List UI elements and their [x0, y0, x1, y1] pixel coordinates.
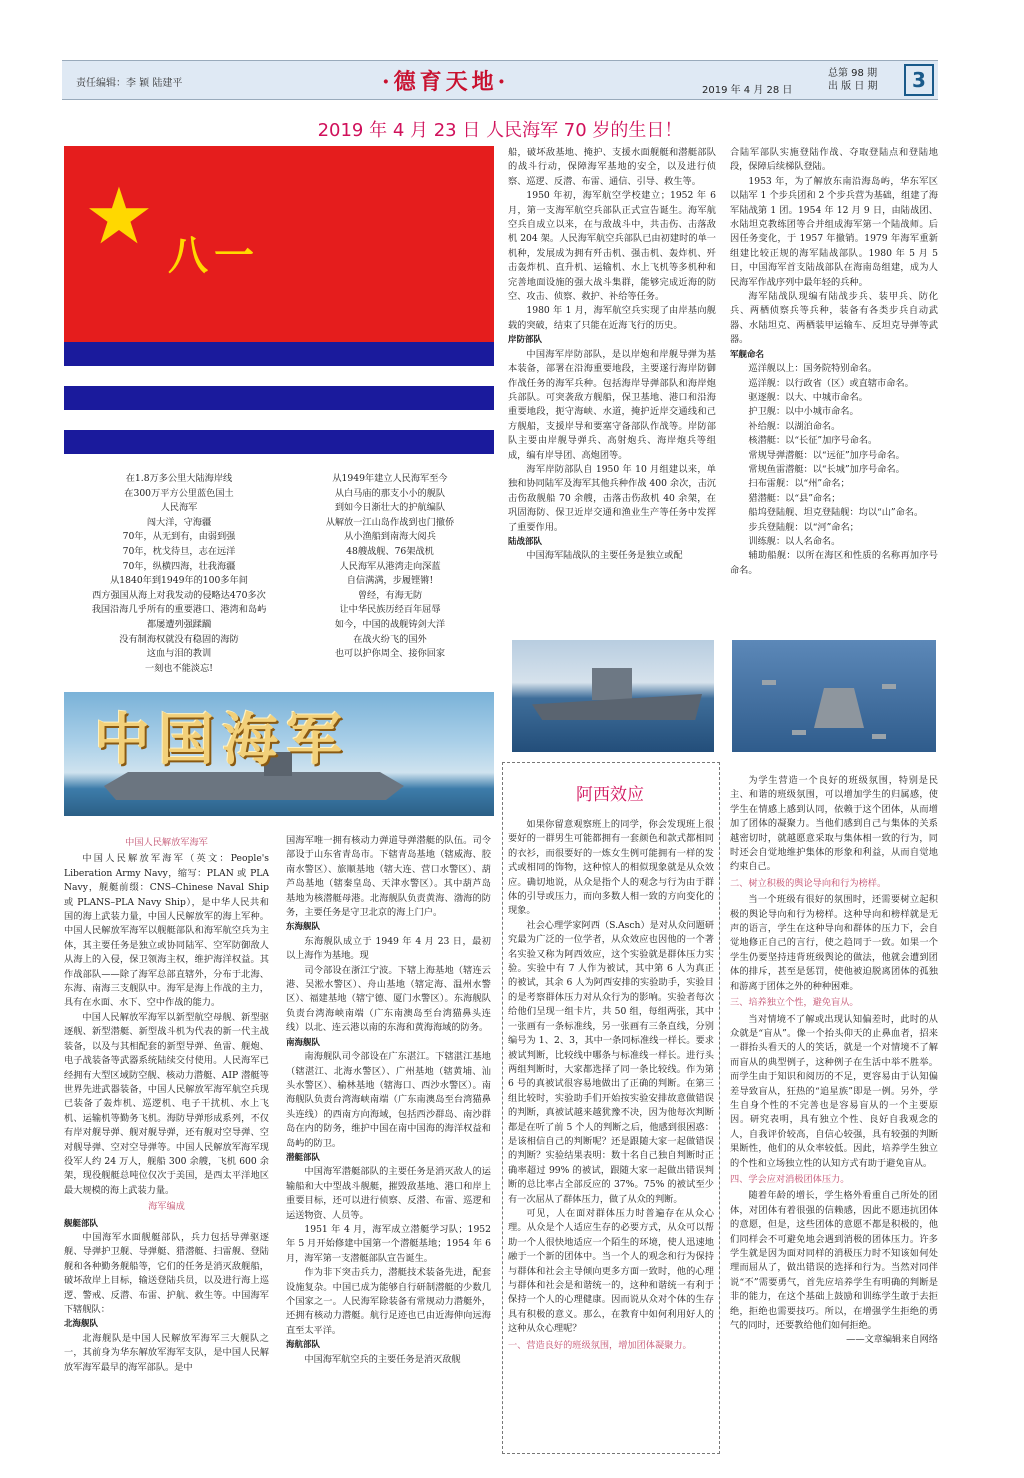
paragraph: 海军陆战队现编有陆战步兵、装甲兵、防化兵、两栖侦察兵等兵种，装备有各类步兵自动武器、水陆坦克、两栖装甲运输车、反坦克导弹等武器。: [730, 291, 938, 346]
poem-line: 70年，纵横四海，壮我海疆: [122, 560, 236, 572]
banner-title: 中国海军: [94, 707, 350, 773]
poem-line: 自信满满，步履铿锵!: [346, 575, 434, 587]
list-item: 训练舰：以人名命名。: [748, 535, 841, 547]
article-title: 阿西效应: [576, 785, 644, 805]
ship-superstructure: [592, 668, 632, 700]
article-column-4: [730, 146, 938, 578]
poem-line: 从小渔船到南海大阅兵: [344, 531, 436, 543]
paragraph: 可见，人在面对群体压力时普遍存在从众心理。从众是个人适应生存的必要方式，从众可以帮助一个人很快地适应一个陌生的环境，使人迅速地融于一个新的团体中。当一个人的观念和行为保持与群体和社会主导倾向更多方面一致时，他的心理与群体和社会是和谐统一的，这种和谐统一有利于保持一个人的心理健康。因而说从众对个体的生存具有积极的意义。那么，在教育中如何利用好人的这种从众心理呢？: [508, 1207, 714, 1335]
paragraph: 如果你留意观察班上的同学，你会发现班上很要好的一群男生可能都拥有一套颜色和款式都相同的衣衫，而很要好的一炼女生例可能拥有一样的发式或相同的饰物，这种惊人的相似现象就是从众效应。确切地说，从众是指个人的观念与行为由于群体的引导或压力，而向多数人相一致的方向变化的现象。: [508, 819, 714, 917]
poem-line: 70年，从无到有，由弱到强: [122, 531, 236, 543]
source-note: ——文章编辑来自网络: [846, 1334, 938, 1346]
page-number: 3: [904, 64, 934, 96]
paragraph: 为学生营造一个良好的班级氛围，特别是民主、和谐的班级氛围，可以增加学生的归属感，使学生在情感上感到认同，依赖于这个团体，从而增加了团体的凝聚力。当他们感到自己与集体的关系越密切时，就越愿意采取与集体相一致的行为，同时还会自觉地维护集体的形象和利益，从而自觉地约束自己。: [730, 775, 938, 873]
navy-banner-image: [64, 692, 494, 816]
article-column-2: [286, 834, 491, 1367]
escort-ship: [762, 680, 776, 685]
poem-line: 没有制海权就没有稳固的海防: [119, 633, 239, 645]
list-item: 步兵登陆舰：以“河”命名；: [748, 521, 859, 533]
paragraph: 当一个班级有很好的氛围时，还需要树立起积极的舆论导向和行为榜样。这种导向和榜样就是无声的语言，学生在这种导向和群体的压力下，会自觉地修正自己的言行，使之趋同于一致。如果一个学生仍要坚持违背班级舆论的做法，他就会遭到团体的排斥，甚至是惩罚，使他被迫脱离团体的孤独和游离于团体之外的种种困难。: [730, 894, 938, 992]
poem-right: [286, 472, 494, 662]
poem-line: 从1949年建立人民海军至今: [332, 473, 448, 484]
poem-line: 从1840年到1949年的100多年间: [110, 575, 248, 587]
poem-line: 都屡遭列强蹂躏: [146, 618, 212, 630]
carrier-shape: [814, 688, 864, 728]
flag-white-stripe: [64, 366, 494, 386]
poem-line: 在战火纷飞的国外: [353, 633, 427, 645]
flag-text: 八一: [168, 232, 260, 279]
poem-line: 我国沿海几乎所有的重要港口、港湾和岛屿: [91, 604, 267, 616]
mini-heading: 陆战部队: [508, 536, 543, 547]
subheading: 海军编成: [148, 1201, 185, 1213]
flag-blue-stripe: [64, 430, 494, 454]
section-title: ·德育天地·: [382, 69, 510, 95]
poem-line: 让中华民族历经百年屈辱: [339, 604, 441, 616]
paragraph: 当对情境不了解或出现认知偏差时，此时的从众就是“盲从”。像一个抬头仰天的止鼻血者，招来一群抬头看天的人的笑话，就是一个对情境不了解而盲从的典型例子，这种例子在生活中举不胜举。而学生由于知识和阅历的不足，更容易由于认知偏差导致盲从，狂热的“追星族”即是一例。另外，学生自身个性的不完善也是容易盲从的一个主要原因。研究表明，具有独立个性、良好自我观念的人，自我评价较高，自信心较强，具有较强的判断果断性，他们的从众率较低。因此，培养学生独立的个性和立场独立性的认知方式有助于避免盲从。: [730, 1013, 938, 1169]
mini-heading: 海航部队: [286, 1340, 321, 1351]
paragraph: 中国人民解放军海军（英文：People's Liberation Army Navy，缩写：PLAN 或 PLA Navy，舰艇前缀：CNS–Chinese Naval Ship 或 PLANS–PLA Navy Ship），是中华人民共和国的海上武装力量，中国人民解放军的海上军种。中国人民解放军海军以舰艇部队和海军航空兵为主体，其主要任务是独立或协同陆军、空军防御敌人从海上的入侵，保卫领海主权，维护海洋权益。其作战部队——除了海军总部直辖外，分布于北海、东海、南海三支舰队中。海军是海上作战的主力，具有在水面、水下、空中作战的能力。: [64, 853, 269, 1009]
paragraph: 中国海军岸防部队，是以岸炮和岸舰导弹为基本装备，部署在沿海重要地段，主要遂行海岸防御作战任务的海军兵种。包括海岸导弹部队和海岸炮兵部队。可突袭敌方舰船，保卫基地、港口和沿海重要地段，扼守海峡、水道，掩护近岸交通线和己方舰船，支援岸导和要塞守备部队作战等。岸防部队主要由岸舰导弹兵、高射炮兵、海岸炮兵等组成，编有岸导团、高炮团等。: [508, 348, 716, 461]
mini-heading: 岸防部队: [508, 335, 543, 346]
list-item: 巡洋舰以上：国务院特别命名。: [748, 363, 878, 375]
naval-ensign-flag: [64, 146, 494, 460]
star-icon: ★: [84, 172, 154, 262]
list-item: 常规导弹潜艇：以“远征”加序号命名。: [748, 449, 905, 461]
carrier-silhouette: [104, 772, 404, 800]
editors: 责任编辑：李 颖 陆建平: [76, 78, 183, 89]
page-header: [62, 60, 938, 100]
issue-number: 总第 98 期: [828, 68, 878, 79]
issue-label: 出 版 日 期: [828, 81, 878, 92]
article-column-6: [730, 774, 938, 1348]
poem-left: [64, 472, 294, 676]
escort-ship: [882, 684, 896, 689]
paragraph: 中国海军陆战队的主要任务是独立或配: [526, 550, 683, 562]
paragraph: 中国海军潜艇部队的主要任务是消灭敌人的运输船和大中型战斗舰艇，摧毁敌基地、港口和岸上重要目标，还可以进行侦察、反潜、布雷、巡逻和运送物资、人员等。: [286, 1166, 491, 1221]
escort-ship: [792, 730, 806, 735]
mini-heading: 南海舰队: [286, 1037, 321, 1048]
article-column-3: [508, 146, 716, 564]
paragraph: 1953 年，为了解放东南沿海岛屿，华东军区以陆军 1 个步兵团和 2 个步兵营为基础，组建了海军陆战第 1 团。1954 年 12 月 9 日，由陆战团、水陆坦克教练团等合并组成海军第一个陆战师。后因任务变化，于 1957 年撤销。1979 年海军重新组建比较正规的海军陆战部队。1980 年 5 月 5 日，中国海军首支陆战部队在海南岛组建，成为人民海军作战序列中最年轻的兵种。: [730, 175, 938, 288]
paragraph: 南海舰队司令部设在广东湛江。下辖湛江基地（辖湛江、北海水警区）、广州基地（辖黄埔、汕头水警区）、榆林基地（辖海口、西沙水警区）。南海舰队负责台湾海峡南端（广东南澳岛至台湾猫鼻头连线）的西南方向海域，包括西沙群岛、南沙群岛在内的防务，维护中国在南中国海的海洋权益和岛屿的防卫。: [286, 1051, 491, 1149]
subheading: 中国人民解放军海军: [125, 837, 208, 848]
list-item: 核潜艇：以“长征”加序号命名。: [748, 435, 878, 447]
poem-line: 一刻也不能淡忘!: [144, 662, 213, 674]
mini-heading: 军舰命名: [730, 349, 765, 360]
poem-line: 48艘战舰、76架战机: [346, 545, 434, 557]
paragraph: 合陆军部队实施登陆作战、夺取登陆点和登陆地段，保障后续梯队登陆。: [730, 147, 938, 173]
flag-blue-stripe: [64, 386, 494, 410]
paragraph: 1950 年初，海军航空学校建立；1952 年 6 月，第一支海军航空兵部队正式宣告诞生。海军航空兵自成立以来，在与敌战斗中，共击伤、击落敌机 204 架。人民海军航空兵部队已由初建时的单一机种，发展成为拥有歼击机、强击机、轰炸机、歼击轰炸机、直升机、运输机、水上飞机等多机种和完善地面设施的强大战斗集群，能够完成近海的防空、攻击、侦察、救护、补给等任务。: [508, 190, 716, 303]
poem-line: 也可以护你周全、接你回家: [334, 648, 446, 660]
paragraph: 作为非下突击兵力，潜艇技术装备先进，配套设施复杂。中国已成为能够自行研制潜艇的少数几个国家之一。人民海军除装备有常规动力潜艇外，还拥有核动力潜艇。航行足迹也已由近海伸向远海直至太平洋。: [286, 1267, 491, 1336]
paragraph: 随着年龄的增长，学生格外看重自己所处的团体，对团体有着很强的信赖感，因此不愿违抗团体的意愿，但是，这些团体的意愿不都是积极的，他们同样会不可避免地会遇到消极的团体压力。许多学生就是因为面对同样的消极压力时不知该如何处理而屈从了，做出错误的选择和行为。当然对同伴说“不”需要勇气，首先应培养学生有明确的判断是非的能力，在这个基础上鼓励和训练学生敢于去拒绝，拒绝也需要技巧。所以，在增强学生拒绝的勇气的同时，还要教给他们如何拒绝。: [730, 1190, 938, 1332]
paragraph: 船，破坏敌基地、掩护、支援水面舰艇和潜艇部队的战斗行动，保障海军基地的安全，以及进行侦察、巡逻、反潜、布雷、通信、引导、救生等。: [508, 147, 716, 187]
paragraph: 1980 年 1 月，海军航空兵实现了由岸基向舰载的突破，结束了只能在近海飞行的历史。: [508, 305, 716, 331]
issue-info: [828, 67, 878, 93]
paragraph: 国海军唯一拥有核动力弹道导弹潜艇的队伍。司令部设于山东省青岛市。下辖青岛基地（辖威海、胶南水警区）、旅顺基地（辖大连、营口水警区）、葫芦岛基地（辖秦皇岛、天津水警区）。其中葫芦岛基地为核潜艇母港。北海舰队负责黄海、渤海的防务，主要任务是守卫北京的海上门户。: [286, 835, 491, 919]
paragraph: 社会心理学家阿西（S.Asch）是对从众问题研究最为广泛的一位学者，从众效应也因他的一个著名实验又称为阿西效应，这个实验就是群体压力实验。实验中有 7 人作为被试，其中第 6 人为真正的被试，其余 6 人为阿西安排的实验助手，实验目的是考察群体压力对从众行为的影响。实验者每次给他们呈现一组卡片，共 50 组，每组两张，其中一张画有一条标准线，另一张画有三条直线，分别编号为 1、2、3，其中一条同标准线一样长。要求被试判断，比较线中哪条与标准线一样长。进行头两组判断时，大家都选择了同一条比较线。作为第 6 号的真被试很容易地做出了正确的判断。在第三组比较时，实验助手们开始按实验安排故意做错误的判断，真被试越来越犹豫不决，因为他每次判断都是在听了前 5 个人的判断之后，他感到很困惑：是该相信自己的判断呢？还是跟随大家一起做错误的判断？实验结果表明：数十名自己独自判断时正确率超过 99% 的被试，跟随大家一起做出错误判断的总比率占全部反应的 37%。75% 的被试至少有一次屈从了群体压力，做了从众的判断。: [508, 919, 714, 1205]
paragraph: 北海舰队是中国人民解放军海军三大舰队之一，其前身为华东解放军海军支队，是中国人民解放军海军最早的海军部队。是中: [64, 1332, 269, 1373]
flag-blue-stripe: [64, 342, 494, 366]
paragraph: 海军岸防部队自 1950 年 10 月组建以来，单独和协同陆军及海军其他兵种作战 400 余次，击沉击伤敌舰船 70 余艘，击落击伤敌机 40 余架，在巩固海防、保卫近岸交通和渔业生产等任务中发挥了重要作用。: [508, 463, 716, 533]
paragraph: 中国海军航空兵的主要任务是消灭敌舰: [304, 1353, 461, 1365]
poem-line: 到如今日渐壮大的护航编队: [334, 502, 446, 514]
list-item: 护卫舰：以中小城市命名。: [748, 406, 859, 418]
list-item: 船坞登陆舰、坦克登陆舰：均以“山”命名。: [748, 507, 924, 519]
list-item: 猎潜艇：以“县”命名；: [748, 492, 841, 504]
list-item: 补给舰：以湖泊命名。: [748, 420, 841, 432]
mini-heading: 东海舰队: [286, 922, 321, 933]
poem-line: 这血与泪的教训: [146, 648, 212, 660]
list-item: 扫布雷舰：以“州”命名；: [748, 478, 850, 490]
poem-line: 在300万平方公里蓝色国土: [124, 487, 234, 499]
paragraph: 东海舰队成立于 1949 年 4 月 23 日，最初以上海作为基地。现: [286, 935, 491, 962]
escort-ship: [872, 734, 886, 739]
poem-line: 如今，中国的战舰铸剑大洋: [334, 618, 446, 630]
poem-line: 人民海军从港湾走向深蓝: [339, 560, 441, 572]
poem-line: 在1.8万多公里大陆海岸线: [125, 473, 233, 484]
destroyer-photo: [512, 640, 714, 752]
poem-line: 70年，枕戈待旦，志在远洋: [122, 545, 236, 557]
poem-line: 西方强国从海上对我发动的侵略达470多次: [92, 589, 266, 601]
poem-line: 闯大洋，守海疆: [146, 516, 212, 528]
paragraph: 1951 年 4 月，海军成立潜艇学习队；1952 年 5 月开始修建中国第一个潜艇基地；1954 年 6 月，海军第一支潜艇部队宣告诞生。: [286, 1223, 491, 1264]
poem-line: 从解放一江山岛作战到也门撤侨: [325, 516, 455, 528]
article-column-5: [508, 818, 714, 1355]
subheading: 二、树立积极的舆论导向和行为榜样。: [730, 877, 887, 889]
publish-date: 2019 年 4 月 28 日: [702, 85, 793, 96]
paragraph: 中国人民解放军海军以新型航空母舰、新型驱逐舰、新型潜艇、新型战斗机为代表的新一代主战装备，以及与其相配套的新型导弹、鱼雷、舰炮、电子战装备等武器系统陆续交付使用。人民海军已经拥有大型区域防空舰、核动力潜艇、AIP 潜艇等世界先进武器装备，中国人民解放军海军航空兵现已装备了轰炸机、巡逻机、电子干扰机、水上飞机、运输机等勤务飞机。海防导弹形成系列，不仅有岸对舰导弹、舰对舰导弹，还有舰对空导弹、空对舰导弹、空对空导弹等。中国人民解放军海军现役军人约 24 万人，舰船 300 余艘，飞机 600 余架，现役舰艇总吨位仅次于美国，是西太平洋地区最大规模的海上武装力量。: [64, 1011, 269, 1196]
paragraph: 中国海军水面舰艇部队，兵力包括导弹驱逐舰、导弹护卫舰、导弹艇、猎潜艇、扫雷舰、登陆舰和各种勤务舰船等，它们的任务是消灭敌舰船，破坏敌岸上目标，输送登陆兵员，以及进行海上巡逻、警戒、反潜、布雷、护航、救生等。中国海军下辖舰队：: [64, 1231, 269, 1315]
poem-line: 人民海军: [160, 502, 198, 514]
flag-white-stripe: [64, 410, 494, 430]
article-column-1: [64, 834, 269, 1375]
list-item: 驱逐舰：以大、中城市命名。: [748, 391, 868, 403]
carrier-group-photo: [732, 640, 936, 752]
mini-heading: 潜艇部队: [286, 1152, 321, 1163]
subheading: 四、学会应对消极团体压力。: [730, 1173, 850, 1185]
poem-line: 从白马庙的那支小小的舰队: [334, 487, 446, 499]
list-item: 巡洋舰：以行政省（区）或直辖市命名。: [748, 377, 914, 389]
mini-heading: 舰艇部队: [64, 1218, 99, 1229]
list-item: 常规鱼雷潜艇：以“长城”加序号命名。: [748, 463, 905, 475]
headline: 2019 年 4 月 23 日 人民海军 70 岁的生日！: [317, 120, 683, 141]
subheading: 三、培养独立个性，避免盲从。: [730, 997, 859, 1009]
mini-heading: 北海舰队: [64, 1319, 99, 1330]
subheading: 一、营造良好的班级氛围，增加团体凝聚力。: [508, 1339, 692, 1351]
paragraph: 司令部设在浙江宁波。下辖上海基地（辖连云港、吴淞水警区）、舟山基地（辖定海、温州水警区）、福建基地（辖宁德、厦门水警区）。东海舰队负责台湾海峡南端（广东南澳岛至台湾猫鼻头连线）以北、连云港以南的东海和黄海海域的防务。: [286, 964, 491, 1034]
poem-line: 曾经，有海无防: [357, 589, 423, 601]
list-item: 辅助船舰：以所在海区和性质的名称再加序号命名。: [730, 550, 938, 576]
